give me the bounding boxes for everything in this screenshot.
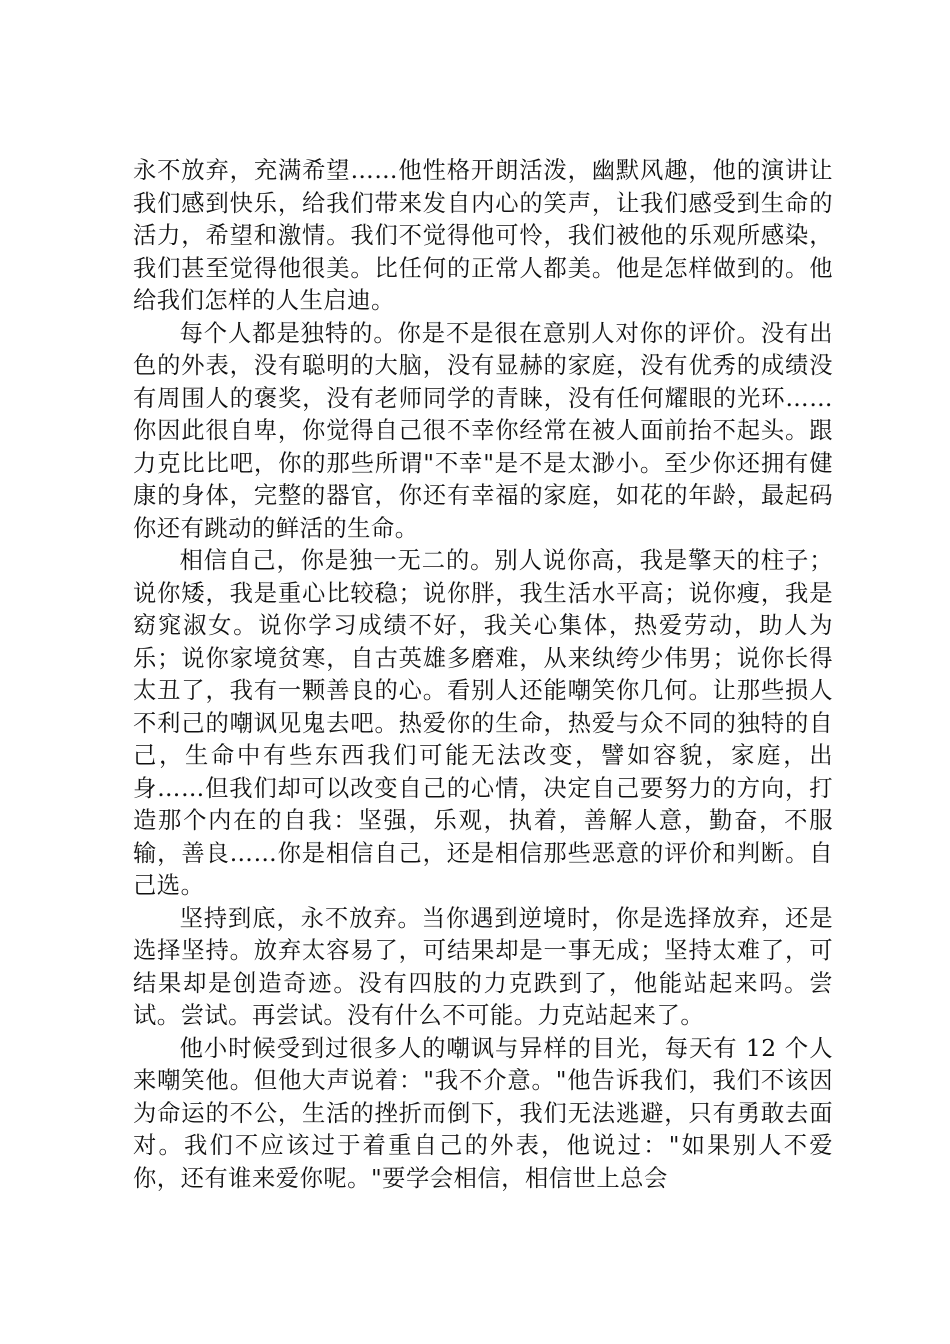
document-body xyxy=(133,155,833,1195)
paragraph-5: 他小时候受到过很多人的嘲讽与异样的目光，每天有 12 个人来嘲笑他。但他大声说着："我不介意。"他告诉我们，我们不该因为命运的不公，生活的挫折而倒下，我们无法逃避，只有勇敢去面对。我们不应该过于着重自己的外表，他说过："如果别人不爱你，还有谁来爱你呢。"要学会相信，相信世上总会 xyxy=(133,1034,833,1192)
paragraph-1: 永不放弃，充满希望……他性格开朗活泼，幽默风趣，他的演讲让我们感到快乐，给我们带来发自内心的笑声，让我们感受到生命的活力，希望和激情。我们不觉得他可怜，我们被他的乐观所感染，我们甚至觉得他很美。比任何的正常人都美。他是怎样做到的。他给我们怎样的人生启迪。 xyxy=(133,157,833,314)
paragraph-3: 相信自己，你是独一无二的。别人说你高，我是擎天的柱子；说你矮，我是重心比较稳；说你胖，我生活水平高；说你瘦，我是窈窕淑女。说你学习成绩不好，我关心集体，热爱劳动，助人为乐；说你家境贫寒，自古英雄多磨难，从来纨绔少伟男；说你长得太丑了，我有一颗善良的心。看别人还能嘲笑你几何。让那些损人不利己的嘲讽见鬼去吧。热爱你的生命，热爱与众不同的独特的自己，生命中有些东西我们可能无法改变，譬如容貌，家庭，出身……但我们却可以改变自己的心情，决定自己要努力的方向，打造那个内在的自我：坚强，乐观，执着，善解人意，勤奋，不服输，善良……你是相信自己，还是相信那些恶意的评价和判断。自己选。 xyxy=(133,547,833,899)
paragraph-4: 坚持到底，永不放弃。当你遇到逆境时，你是选择放弃，还是选择坚持。放弃太容易了，可结果却是一事无成；坚持太难了，可结果却是创造奇迹。没有四肢的力克跌到了，他能站起来吗。尝试。尝试。再尝试。没有什么不可能。力克站起来了。 xyxy=(133,904,833,1029)
paragraph-2: 每个人都是独特的。你是不是很在意别人对你的评价。没有出色的外表，没有聪明的大脑，没有显赫的家庭，没有优秀的成绩没有周围人的褒奖，没有老师同学的青睐，没有任何耀眼的光环……你因此很自卑，你觉得自己很不幸你经常在被人面前抬不起头。跟力克比比吧，你的那些所谓"不幸"是不是太渺小。至少你还拥有健康的身体，完整的器官，你还有幸福的家庭，如花的年龄，最起码你还有跳动的鲜活的生命。 xyxy=(133,319,833,542)
